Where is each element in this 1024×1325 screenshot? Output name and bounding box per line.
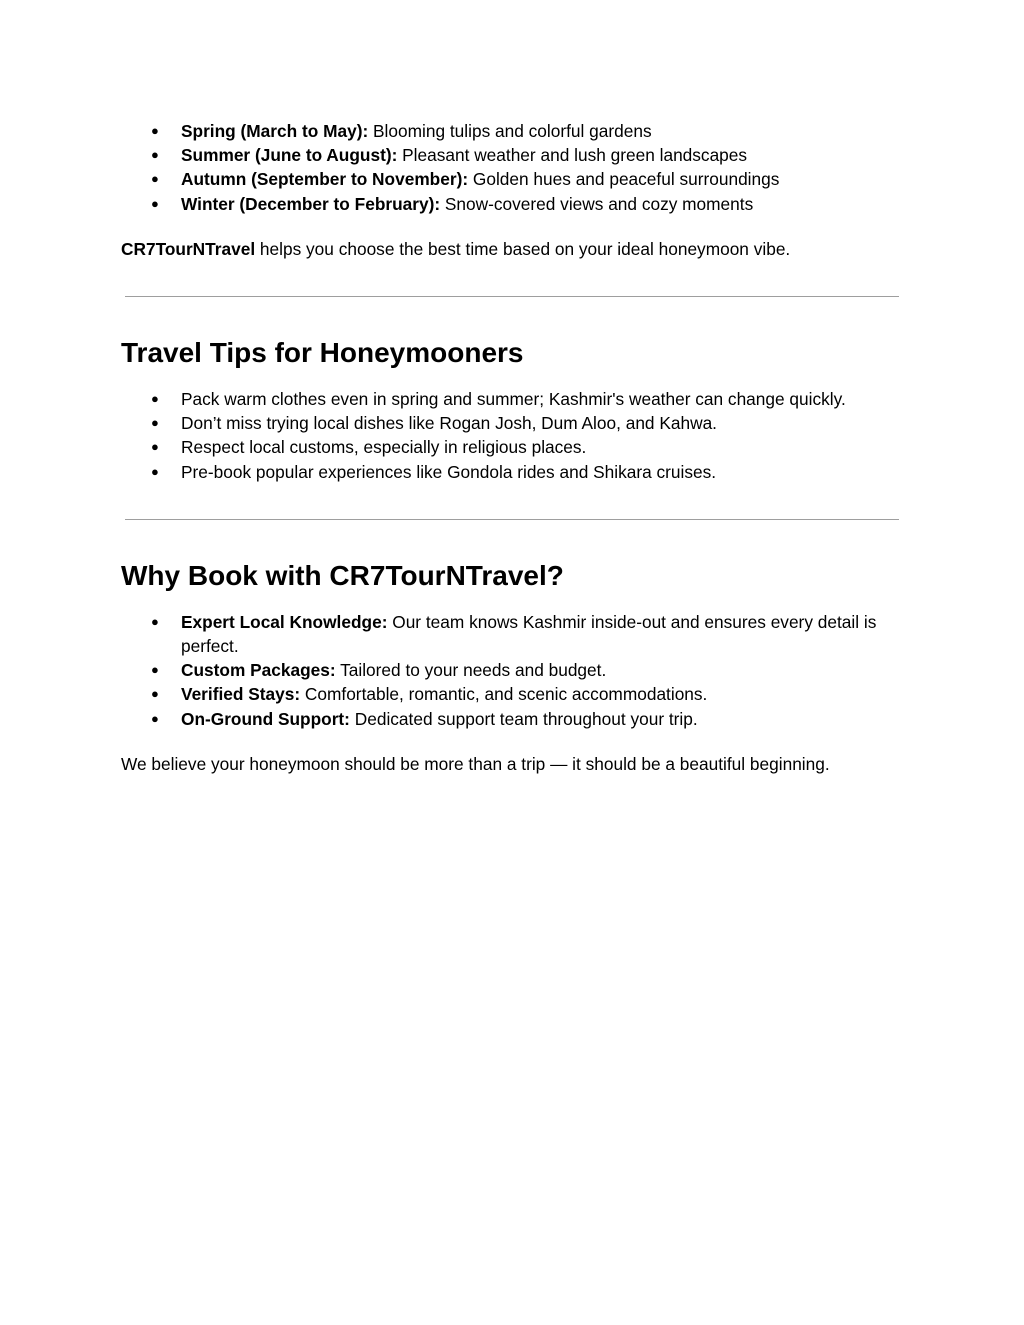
list-item (151, 682, 911, 706)
section-heading-why: Why Book with CR7TourNTravel? (121, 559, 564, 591)
reason-text: Tailored to your needs and budget. (335, 660, 607, 681)
list-item (151, 460, 911, 484)
list-item (151, 707, 911, 731)
season-text: Golden hues and peaceful surroundings (468, 169, 780, 190)
why-list (121, 610, 911, 731)
bullet-icon: ● (151, 686, 159, 702)
bullet-icon: ● (151, 463, 159, 479)
document-content (121, 119, 911, 776)
season-text: Snow-covered views and cozy moments (440, 193, 754, 214)
tip-text: Pre-book popular experiences like Gondola rides and Shikara cruises. (181, 461, 717, 482)
list-item (151, 610, 911, 658)
season-label: Winter (December to February): (181, 193, 441, 214)
bullet-icon: ● (151, 662, 159, 678)
horizontal-divider (125, 519, 899, 520)
tip-text: Respect local customs, especially in religious places. (181, 437, 587, 458)
seasons-note-text: helps you choose the best time based on your ideal honeymoon vibe. (255, 238, 791, 259)
reason-text: Comfortable, romantic, and scenic accommodations. (300, 684, 708, 705)
reason-text: Our team knows Kashmir inside-out and ensures every detail is perfect. (181, 611, 877, 657)
reason-label: On-Ground Support: (181, 708, 350, 729)
bullet-icon: ● (151, 147, 159, 163)
bullet-icon: ● (151, 391, 159, 407)
tip-text: Pack warm clothes even in spring and summer; Kashmir's weather can change quickly. (181, 389, 846, 410)
bullet-icon: ● (151, 613, 159, 629)
list-item (151, 167, 911, 191)
reason-label: Verified Stays: (181, 684, 301, 705)
season-text: Blooming tulips and colorful gardens (368, 121, 652, 141)
bullet-icon: ● (151, 171, 159, 187)
closing-paragraph: We believe your honeymoon should be more than a trip — it should be a beautiful beginning. (121, 753, 830, 774)
list-item (151, 435, 911, 459)
reason-label: Expert Local Knowledge: (181, 611, 388, 632)
list-item (151, 192, 911, 216)
season-label: Spring (March to May): (181, 121, 369, 141)
seasons-list (121, 119, 911, 216)
list-item (151, 143, 911, 167)
season-label: Autumn (September to November): (181, 169, 469, 190)
list-item (151, 387, 911, 411)
bullet-icon: ● (151, 439, 159, 455)
list-item (151, 119, 911, 143)
brand-name: CR7TourNTravel (121, 238, 256, 259)
season-label: Summer (June to August): (181, 145, 398, 166)
reason-label: Custom Packages: (181, 660, 336, 681)
horizontal-divider (125, 296, 899, 297)
seasons-note (121, 237, 911, 261)
list-item (151, 411, 911, 435)
list-item (151, 658, 911, 682)
season-text: Pleasant weather and lush green landscapes (397, 145, 748, 166)
section-heading-tips: Travel Tips for Honeymooners (121, 337, 524, 369)
tip-text: Don’t miss trying local dishes like Rogan Josh, Dum Aloo, and Kahwa. (181, 413, 717, 434)
bullet-icon: ● (151, 415, 159, 431)
bullet-icon: ● (151, 195, 159, 211)
reason-text: Dedicated support team throughout your trip. (349, 708, 698, 729)
tips-list (121, 387, 911, 484)
bullet-icon: ● (151, 123, 159, 138)
bullet-icon: ● (151, 710, 159, 726)
